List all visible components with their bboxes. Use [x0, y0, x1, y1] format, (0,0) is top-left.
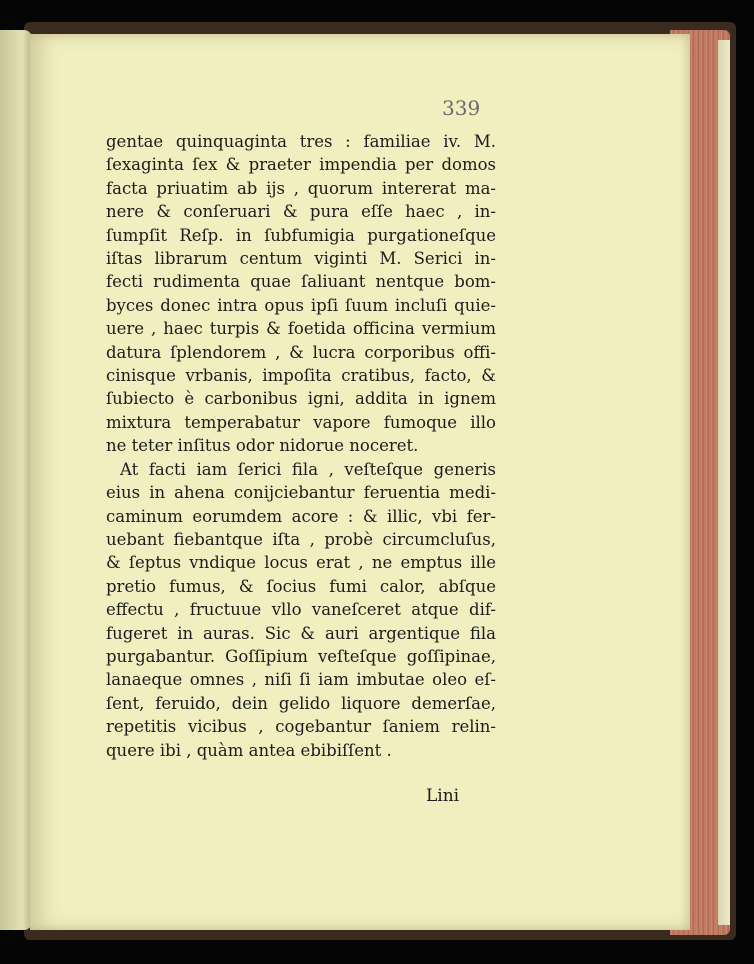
book-page	[30, 34, 690, 930]
text-line: & ſeptus vndique locus erat , ne emptus ille	[106, 553, 496, 573]
text-line: uebant fiebantque iſta , probè circumcluſus,	[106, 529, 496, 549]
text-line: effectu , fructuue vllo vaneſceret atque dif-	[106, 600, 496, 620]
text-line: eius in ahena conijciebantur feruentia medi-	[106, 483, 496, 503]
text-line: mixtura temperabatur vapore fumoque illo	[106, 412, 496, 432]
text-line: ſexaginta ſex & praeter impendia per domos	[106, 155, 496, 175]
page-number: 339	[442, 96, 481, 120]
text-line: iſtas librarum centum viginti M. Serici in-	[106, 249, 496, 269]
text-line: gentae quinquaginta tres : familiae iv. M.	[106, 132, 496, 151]
text-line: datura ſplendorem , & lucra corporibus offi-	[106, 342, 496, 362]
text-line: ſent, feruido, dein gelido liquore demerſae,	[106, 693, 496, 713]
text-line: quere ibi , quàm antea ebibiſſent .	[106, 740, 392, 760]
catchword: Lini	[426, 786, 460, 806]
text-line: repetitis vicibus , cogebantur ſaniem relin-	[106, 717, 496, 737]
body-text	[106, 130, 496, 762]
text-line: cinisque vrbanis, impoſita cratibus, facto, &	[106, 366, 496, 386]
text-line: nere & conſeruari & pura eſſe haec , in-	[106, 202, 496, 222]
text-line: facta priuatim ab ijs , quorum intererat ma-	[106, 178, 496, 198]
text-line: uere , haec turpis & foetida officina vermium	[106, 319, 496, 339]
facing-page-edge	[0, 30, 32, 930]
text-line: byces donec intra opus ipſi ſuum incluſi quie-	[106, 295, 496, 315]
text-line: pretio fumus, & ſocius fumi calor, abſque	[106, 576, 496, 596]
text-line: fecti rudimenta quae ſaliuant nentque bom-	[106, 272, 496, 292]
text-line: caminum eorumdem acore : & illic, vbi fer-	[106, 506, 496, 526]
text-line: ſubiecto è carbonibus igni, addita in ignem	[106, 389, 496, 409]
text-line: purgabantur. Goſſipium veſteſque goſſipinae,	[106, 646, 496, 666]
text-line: ne teter inſitus odor nidorue noceret.	[106, 436, 419, 456]
text-line: ſumpſit Reſp. in ſubfumigia purgationeſque	[106, 225, 496, 245]
paragraph-start-line: At facti iam ſerici fila , veſteſque generis	[120, 459, 496, 479]
text-line: lanaeque omnes , niſi ſi iam imbutae oleo eſ-	[106, 670, 496, 690]
text-line: fugeret in auras. Sic & auri argentique fila	[106, 623, 496, 643]
